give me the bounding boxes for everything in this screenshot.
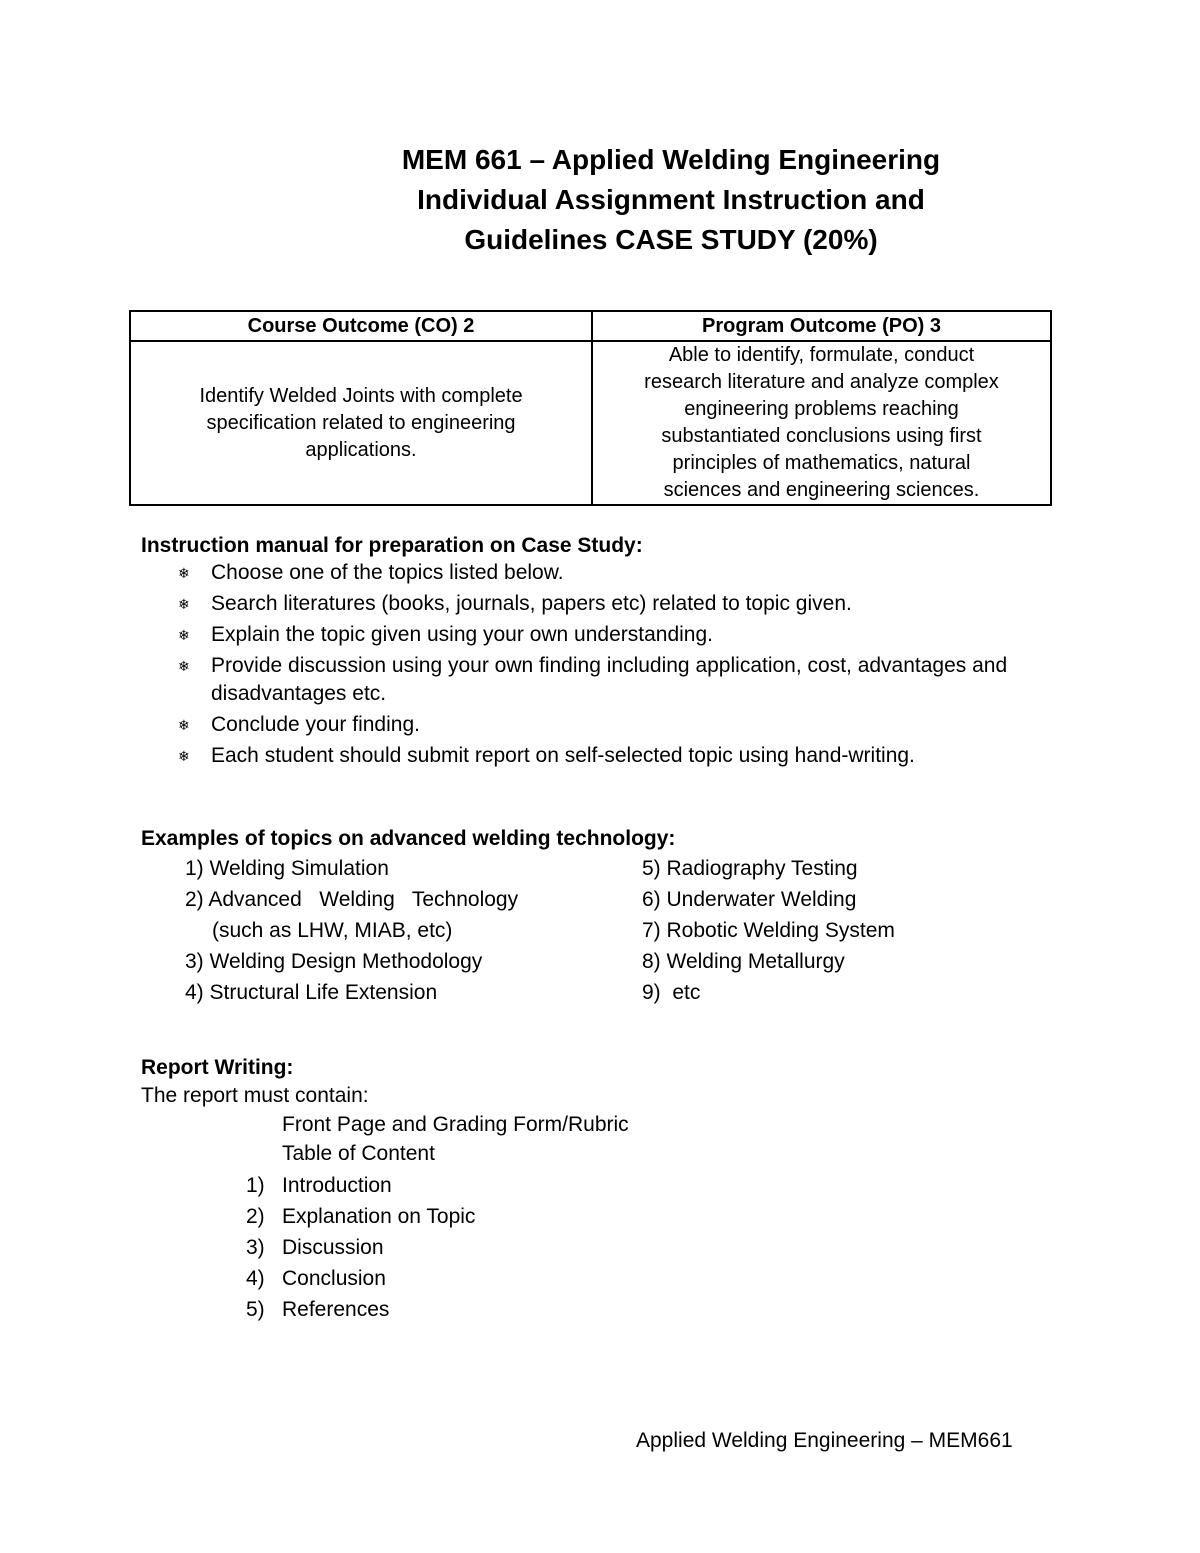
- instruction-text: Search literatures (books, journals, papers etc) related to topic given.: [211, 592, 852, 615]
- section-number: 3): [246, 1236, 265, 1259]
- topic-item: 6) Underwater Welding: [642, 888, 857, 911]
- instruction-text: Choose one of the topics listed below.: [211, 561, 564, 584]
- section-number: 1): [246, 1174, 265, 1197]
- title-line-2: Individual Assignment Instruction and: [417, 184, 925, 215]
- list-item: [246, 1294, 475, 1325]
- list-item: [141, 621, 1071, 649]
- co-line: specification related to engineering: [206, 411, 516, 434]
- report-heading: Report Writing:: [141, 1056, 294, 1079]
- section-label: Discussion: [282, 1236, 384, 1259]
- co-line: applications.: [305, 438, 417, 461]
- instruction-text: Explain the topic given using your own understanding.: [211, 623, 713, 646]
- topics-list-left: [185, 853, 585, 1008]
- snowflake-bullet-icon: ❄: [178, 565, 190, 581]
- document-title: [0, 140, 1200, 260]
- list-item: [246, 1170, 475, 1201]
- topic-item: 4) Structural Life Extension: [185, 981, 438, 1004]
- title-line-3: Guidelines CASE STUDY (20%): [464, 224, 878, 255]
- topic-item: 7) Robotic Welding System: [642, 919, 895, 942]
- instruction-text: Provide discussion using your own finding including application, cost, advantages and disadvantages etc.: [211, 654, 1008, 705]
- po-line: principles of mathematics, natural: [672, 452, 971, 474]
- instruction-text: Conclude your finding.: [211, 713, 420, 736]
- snowflake-bullet-icon: ❄: [178, 717, 190, 733]
- co-line: Identify Welded Joints with complete: [199, 384, 523, 407]
- snowflake-bullet-icon: ❄: [178, 748, 190, 764]
- list-item: [246, 1232, 475, 1263]
- topic-item: 2) Advanced Welding Technology: [185, 888, 519, 911]
- section-number: 5): [246, 1298, 265, 1321]
- list-item: [246, 1263, 475, 1294]
- list-item: [141, 742, 1071, 770]
- po-line: research literature and analyze complex: [644, 371, 999, 393]
- list-item: [141, 711, 1071, 739]
- section-label: References: [282, 1298, 390, 1321]
- front-page-line: Front Page and Grading Form/Rubric: [282, 1113, 629, 1136]
- topic-item: 5) Radiography Testing: [642, 857, 858, 880]
- section-label: Conclusion: [282, 1267, 386, 1290]
- topics-list-right: [642, 853, 1042, 1008]
- title-line-1: MEM 661 – Applied Welding Engineering: [401, 144, 941, 175]
- po-line: engineering problems reaching: [684, 398, 959, 420]
- report-sections-list: [246, 1170, 475, 1325]
- po-line: Able to identify, formulate, conduct: [668, 344, 975, 366]
- co-description: [130, 341, 592, 505]
- po-header: Program Outcome (PO) 3: [592, 311, 1051, 341]
- topic-continuation-text: (such as LHW, MIAB, etc): [212, 919, 453, 942]
- list-item: [141, 652, 1071, 708]
- po-description: [592, 341, 1051, 505]
- snowflake-bullet-icon: ❄: [178, 627, 190, 643]
- topics-heading: Examples of topics on advanced welding technology:: [141, 827, 676, 850]
- po-line: sciences and engineering sciences.: [663, 479, 980, 501]
- outcomes-body-row: [130, 341, 1051, 505]
- co-header: Course Outcome (CO) 2: [130, 311, 592, 341]
- section-label: Introduction: [282, 1174, 392, 1197]
- topic-item: 8) Welding Metallurgy: [642, 950, 845, 973]
- list-item: [141, 559, 1071, 587]
- po-line: substantiated conclusions using first: [661, 425, 982, 447]
- topic-item: 3) Welding Design Methodology: [185, 950, 483, 973]
- report-intro: The report must contain:: [141, 1084, 369, 1107]
- instructions-heading: Instruction manual for preparation on Case Study:: [141, 534, 643, 557]
- section-number: 4): [246, 1267, 265, 1290]
- instruction-text: Each student should submit report on self-selected topic using hand-writing.: [211, 744, 915, 767]
- outcomes-table: [129, 310, 1052, 506]
- outcomes-header-row: [130, 311, 1051, 341]
- list-item: [246, 1201, 475, 1232]
- topic-item-continuation: [185, 915, 585, 946]
- list-item: [141, 590, 1071, 618]
- page-footer: Applied Welding Engineering – MEM661: [636, 1429, 1013, 1452]
- snowflake-bullet-icon: ❄: [178, 596, 190, 612]
- section-number: 2): [246, 1205, 265, 1228]
- instructions-list: [141, 559, 1071, 773]
- snowflake-bullet-icon: ❄: [178, 658, 190, 674]
- section-label: Explanation on Topic: [282, 1205, 476, 1228]
- topic-item: 9) etc: [642, 981, 701, 1004]
- toc-line: Table of Content: [282, 1142, 435, 1165]
- report-front-matter: [282, 1110, 629, 1168]
- topic-item: 1) Welding Simulation: [185, 857, 389, 880]
